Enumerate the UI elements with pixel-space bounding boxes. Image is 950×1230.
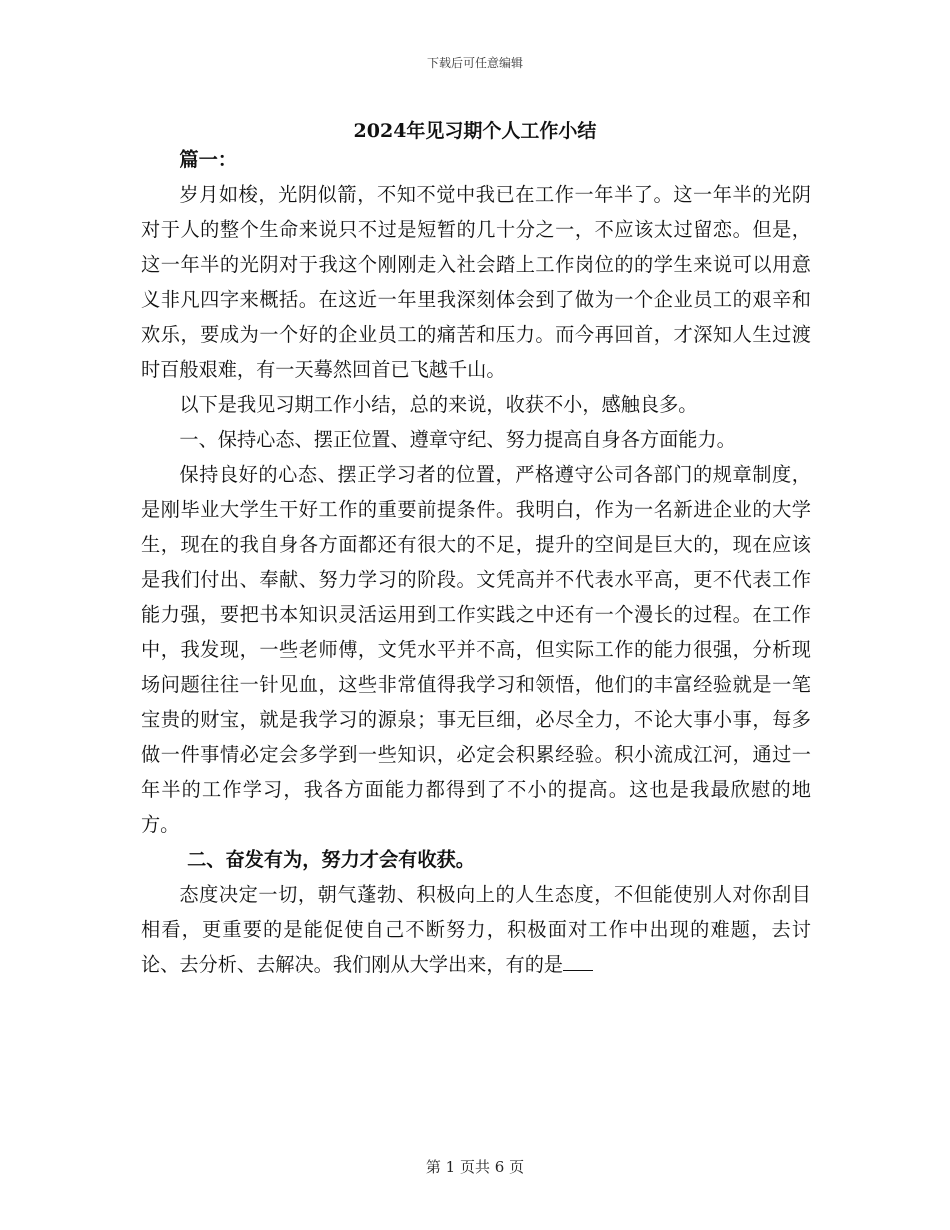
document-body xyxy=(141,142,811,982)
page-footer: 第 1 页共 6 页 xyxy=(425,1158,525,1176)
section-label: 篇一： xyxy=(179,148,237,171)
fill-blank xyxy=(563,952,593,971)
document-title: 2024年见习期个人工作小结 xyxy=(353,120,597,142)
paragraph-2: 以下是我见习期工作小结，总的来说，收获不小，感触良多。 xyxy=(179,393,698,416)
paragraph-5 xyxy=(141,877,811,982)
paragraph-1: 岁月如梭，光阴似箭，不知不觉中我已在工作一年半了。这一年半的光阴对于人的整个生命来说只不过是短暂的几十分之一，不应该太过留恋。但是，这一年半的光阴对于我这个刚刚走入社会踏上工作岗位的的学生来说可以用意义非凡四字来概括。在这近一年里我深刻体会到了做为一个企业员工的艰辛和欢乐，要成为一个好的企业员工的痛苦和压力。而今再回首，才深知人生过渡时百般艰难，有一天蓦然回首已飞越千山。 xyxy=(141,183,811,381)
paragraph-3: 一、保持心态、摆正位置、遵章守纪、努力提高自身各方面能力。 xyxy=(179,428,736,451)
paragraph-4: 保持良好的心态、摆正学习者的位置，严格遵守公司各部门的规章制度，是刚毕业大学生干好工作的重要前提条件。我明白，作为一名新进企业的大学生，现在的我自身各方面都还有很大的不足，提升的空间是巨大的，现在应该是我们付出、奉献、努力学习的阶段。文凭高并不代表水平高，更不代表工作能力强，要把书本知识灵活运用到工作实践之中还有一个漫长的过程。在工作中，我发现，一些老师傅，文凭水平并不高，但实际工作的能力很强，分析现场问题往往一针见血，这些非常值得我学习和领悟，他们的丰富经验就是一笔宝贵的财宝，就是我学习的源泉；事无巨细，必尽全力，不论大事小事，每多做一件事情必定会多学到一些知识，必定会积累经验。积小流成江河，通过一年半的工作学习，我各方面能力都得到了不小的提高。这也是我最欣慰的地方。 xyxy=(141,463,811,836)
subheading-2: 二、奋发有为，努力才会有收获。 xyxy=(187,848,475,871)
header-note: 下载后可任意编辑 xyxy=(426,56,523,70)
paragraph-5-text: 态度决定一切，朝气蓬勃、积极向上的人生态度，不但能使别人对你刮目相看，更重要的是能促使自己不断努力，积极面对工作中出现的难题，去讨论、去分析、去解决。我们刚从大学出来，有的是 xyxy=(141,883,811,976)
